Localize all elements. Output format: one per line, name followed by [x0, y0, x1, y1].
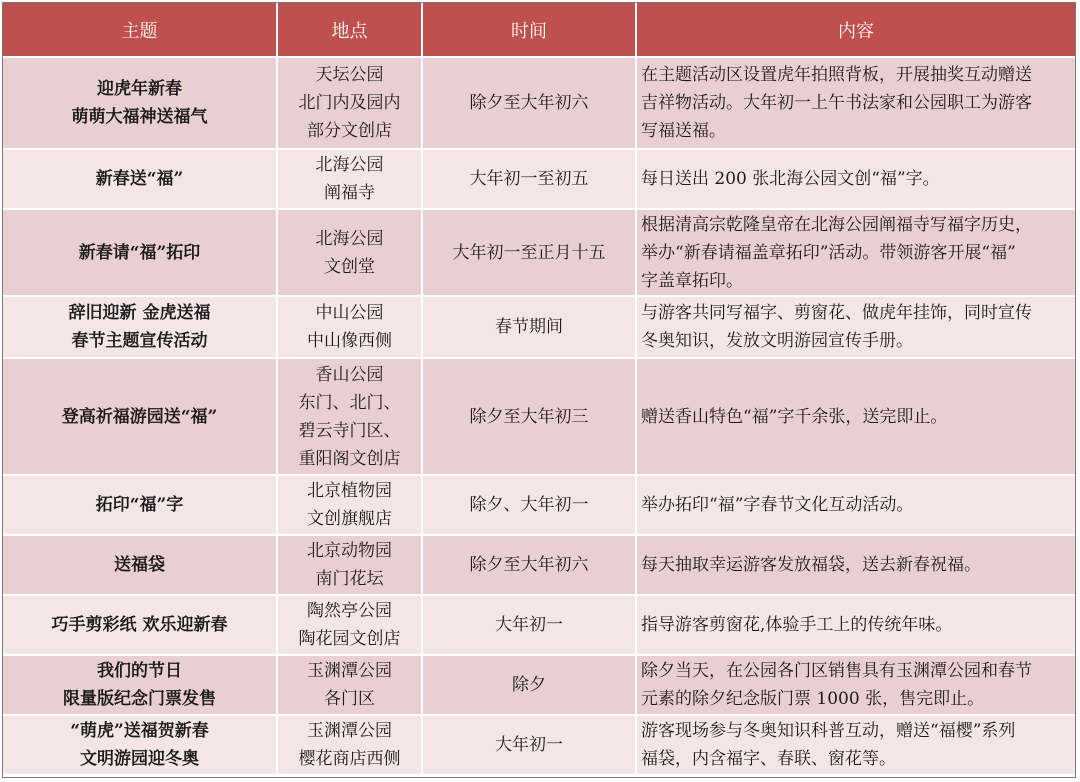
cell-time: 除夕至大年初三 — [422, 358, 636, 475]
cell-time: 除夕至大年初六 — [422, 535, 636, 595]
events-table — [3, 3, 1075, 776]
cell-theme — [3, 535, 277, 595]
table-row — [3, 57, 1075, 149]
content-line: 元素的除夕纪念版门票 1000 张，售完即止。 — [641, 689, 985, 709]
cell-place — [277, 535, 422, 595]
content-line: 游客现场参与冬奥知识科普互动，赠送“福樱”系列 — [641, 721, 1016, 741]
header-content: 内容 — [636, 3, 1075, 57]
content-line: 在主题活动区设置虎年拍照背板，开展抽奖互动赠送 — [641, 65, 1032, 85]
place-line: 碧云寺门区、 — [298, 420, 401, 441]
cell-theme — [3, 209, 277, 296]
cell-time: 除夕 — [422, 655, 636, 715]
cell-theme — [3, 296, 277, 358]
cell-theme — [3, 715, 277, 775]
table-row — [3, 209, 1075, 296]
theme-line: 送福袋 — [114, 555, 165, 575]
content-line: 指导游客剪窗花,体验手工上的传统年味。 — [641, 615, 953, 635]
content-line: 根据清高宗乾隆皇帝在北海公园阐福寺写福字历史， — [641, 214, 1032, 235]
cell-place — [277, 57, 422, 149]
cell-theme — [3, 475, 277, 535]
cell-place — [277, 296, 422, 358]
place-line: 阐福寺 — [324, 183, 375, 203]
content-line: 与游客共同写福字、剪窗花、做虎年挂饰，同时宣传 — [641, 303, 1032, 323]
place-line: 重阳阁文创店 — [298, 448, 401, 469]
content-line: 赠送香山特色“福”字千余张，送完即止。 — [641, 406, 948, 427]
theme-line: 萌萌大福神送福气 — [71, 107, 208, 127]
place-line: 部分文创店 — [307, 121, 392, 141]
cell-theme — [3, 149, 277, 209]
content-line: 举办拓印“福”字春节文化互动活动。 — [641, 495, 914, 515]
cell-content — [636, 358, 1075, 475]
place-line: 北海公园 — [315, 228, 384, 249]
cell-content — [636, 475, 1075, 535]
place-line: 中山公园 — [315, 303, 384, 323]
cell-content — [636, 296, 1075, 358]
theme-line: 登高祈福游园送“福” — [61, 406, 218, 427]
theme-line: 迎虎年新春 — [97, 79, 182, 99]
place-line: 玉渊潭公园 — [307, 721, 392, 741]
theme-line: 限量版纪念门票发售 — [63, 689, 216, 709]
place-line: 香山公园 — [315, 364, 384, 385]
cell-theme — [3, 57, 277, 149]
cell-time: 春节期间 — [422, 296, 636, 358]
place-line: 北门内及园内 — [298, 93, 401, 113]
place-line: 樱花商店西侧 — [298, 749, 401, 769]
cell-content — [636, 149, 1075, 209]
cell-content — [636, 209, 1075, 296]
content-line: 除夕当天，在公园各门区销售具有玉渊潭公园和春节 — [641, 661, 1032, 681]
theme-line: 辞旧迎新 金虎送福 — [68, 303, 211, 323]
theme-line: 春节主题宣传活动 — [71, 331, 208, 351]
header-theme: 主题 — [3, 3, 277, 57]
theme-line: 新春请“福”拓印 — [78, 242, 201, 263]
cell-theme — [3, 655, 277, 715]
content-line: 写福送福。 — [641, 121, 726, 141]
cell-content — [636, 535, 1075, 595]
place-line: 北京动物园 — [307, 541, 392, 561]
place-line: 南门花坛 — [315, 569, 384, 589]
theme-line: “萌虎”送福贺新春 — [70, 721, 209, 741]
theme-line: 我们的节日 — [97, 661, 182, 681]
table-row — [3, 149, 1075, 209]
content-line: 每日送出 200 张北海公园文创“福”字。 — [641, 169, 940, 189]
cell-place — [277, 595, 422, 655]
theme-line: 巧手剪彩纸 欢乐迎新春 — [51, 615, 228, 635]
cell-time: 除夕至大年初六 — [422, 57, 636, 149]
place-line: 各门区 — [324, 689, 375, 709]
cell-place — [277, 209, 422, 296]
theme-line: 新春送“福” — [95, 169, 184, 189]
cell-time: 大年初一 — [422, 715, 636, 775]
table-row — [3, 715, 1075, 775]
place-line: 陶然亭公园 — [307, 601, 392, 621]
cell-time: 除夕、大年初一 — [422, 475, 636, 535]
table-row — [3, 535, 1075, 595]
cell-place — [277, 149, 422, 209]
place-line: 陶花园文创店 — [298, 629, 401, 649]
table-row — [3, 358, 1075, 475]
cell-time: 大年初一至正月十五 — [422, 209, 636, 296]
content-line: 每天抽取幸运游客发放福袋，送去新春祝福。 — [641, 555, 981, 575]
cell-time: 大年初一至初五 — [422, 149, 636, 209]
cell-content — [636, 595, 1075, 655]
table-row — [3, 296, 1075, 358]
place-line: 北京植物园 — [307, 481, 392, 501]
place-line: 天坛公园 — [315, 65, 384, 85]
theme-line: 拓印“福”字 — [95, 495, 184, 515]
cell-theme — [3, 358, 277, 475]
content-line: 冬奥知识，发放文明游园宣传手册。 — [641, 331, 913, 351]
theme-line: 文明游园迎冬奥 — [80, 749, 199, 769]
table-header-row — [3, 3, 1075, 57]
cell-time: 大年初一 — [422, 595, 636, 655]
table-row — [3, 595, 1075, 655]
cell-place — [277, 715, 422, 775]
cell-content — [636, 57, 1075, 149]
content-line: 福袋，内含福字、春联、窗花等。 — [641, 749, 896, 769]
header-place: 地点 — [277, 3, 422, 57]
content-line: 举办“新春请福盖章拓印”活动。带领游客开展“福” — [641, 242, 1016, 263]
place-line: 文创堂 — [324, 256, 375, 277]
cell-content — [636, 715, 1075, 775]
content-line: 吉祥物活动。大年初一上午书法家和公园职工为游客 — [641, 93, 1032, 113]
place-line: 中山像西侧 — [307, 331, 392, 351]
place-line: 玉渊潭公园 — [307, 661, 392, 681]
cell-place — [277, 655, 422, 715]
table-row — [3, 475, 1075, 535]
table-row — [3, 655, 1075, 715]
cell-place — [277, 475, 422, 535]
header-time: 时间 — [422, 3, 636, 57]
place-line: 文创旗舰店 — [307, 509, 392, 529]
content-line: 字盖章拓印。 — [641, 270, 743, 291]
place-line: 北海公园 — [315, 155, 384, 175]
cell-place — [277, 358, 422, 475]
place-line: 东门、北门、 — [298, 392, 401, 413]
cell-content — [636, 655, 1075, 715]
cell-theme — [3, 595, 277, 655]
